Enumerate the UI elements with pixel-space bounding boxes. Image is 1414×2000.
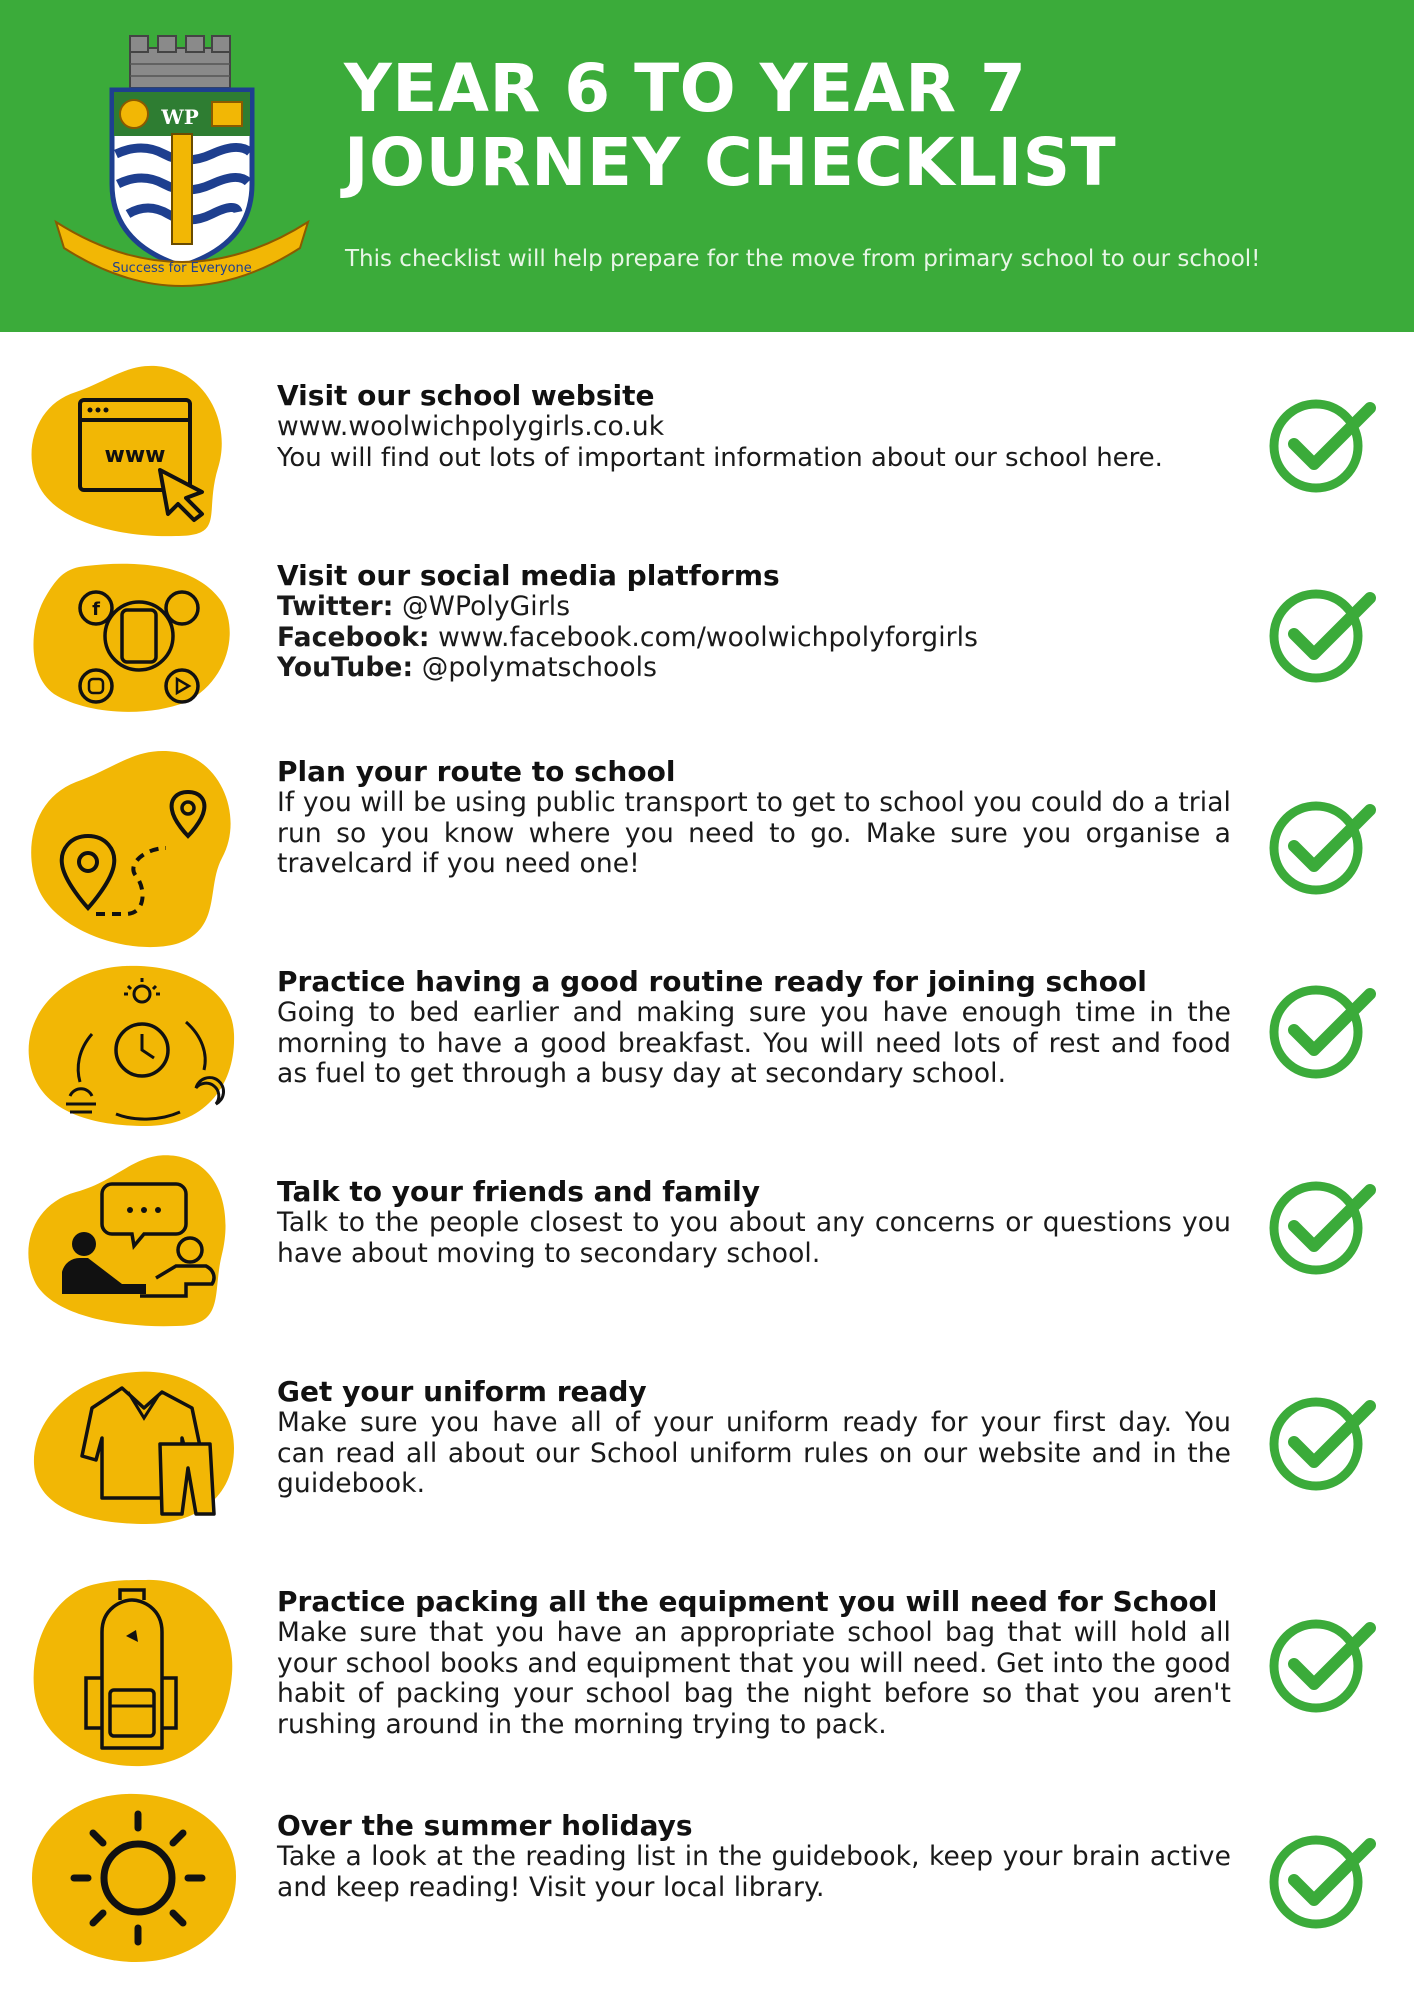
header-banner: [0, 0, 1414, 332]
item-body: Going to bed earlier and making sure you have enough time in the morning to have a good breakfast. You will need lots of rest and food as fuel to get through a busy day at secondary school.: [277, 997, 1231, 1089]
www-glyph: www: [104, 443, 166, 468]
item-body: If you will be using public transport to get to school you could do a trial run so you know where you need to go. Make sure you organise a travelcard if you need one!: [277, 787, 1231, 879]
item-line: www.woolwichpolygirls.co.uk: [277, 411, 665, 442]
item-body: Make sure that you have an appropriate school bag that will hold all your school books and equipment that you will need. Get into the good habit of packing your school bag the night before so that you aren't rushing around in the morning trying to pack.: [277, 1617, 1231, 1740]
item-title: Over the summer holidays: [277, 1809, 693, 1842]
sun-icon: [26, 1792, 236, 1964]
uniform-icon: [26, 1368, 236, 1526]
social-label: Facebook:: [277, 621, 430, 653]
item-title: Visit our social media platforms: [277, 559, 780, 592]
item-title: Practice having a good routine ready for joining school: [277, 965, 1147, 998]
checkmark-icon: [1268, 794, 1380, 898]
social-youtube: [277, 653, 1231, 684]
item-body: Take a look at the reading list in the guidebook, keep your brain active and keep reading! Visit your local library.: [277, 1841, 1231, 1903]
item-title: Practice packing all the equipment you will need for School: [277, 1585, 1218, 1618]
website-icon: [26, 364, 236, 538]
checkmark-icon: [1268, 1612, 1380, 1716]
checkmark-icon: [1268, 1828, 1380, 1932]
route-map-pin-icon: [26, 748, 236, 948]
page-subtitle: This checklist will help prepare for the move from primary school to our school!: [345, 246, 1261, 272]
checkmark-icon: [1268, 1390, 1380, 1494]
routine-clock-icon: [26, 964, 236, 1128]
school-crest-logo: [52, 34, 312, 296]
page-title-line-1: YEAR 6 TO YEAR 7: [344, 50, 1027, 127]
checkmark-icon: [1268, 582, 1380, 686]
backpack-icon: [26, 1578, 236, 1768]
social-facebook: [277, 623, 1231, 654]
social-handle: @polymatschools: [421, 652, 658, 683]
social-media-icon: [26, 562, 236, 714]
social-label: YouTube:: [277, 652, 414, 683]
item-line: You will find out lots of important information about our school here.: [277, 442, 1163, 473]
logo-monogram: WP: [161, 105, 199, 129]
svg-text:f: f: [92, 599, 100, 620]
checkmark-icon: [1268, 978, 1380, 1082]
social-handle: @WPolyGirls: [402, 591, 571, 622]
item-title: Get your uniform ready: [277, 1375, 647, 1408]
item-title: Talk to your friends and family: [277, 1175, 760, 1208]
page-title: [344, 52, 1384, 200]
item-body: Make sure you have all of your uniform ready for your first day. You can read all about our School uniform rules on our website and in the guidebook.: [277, 1407, 1231, 1499]
checkmark-icon: [1268, 392, 1380, 496]
social-label: Twitter:: [277, 591, 394, 622]
item-title: Visit our school website: [277, 379, 655, 412]
checkmark-icon: [1268, 1174, 1380, 1278]
social-twitter: [277, 592, 1231, 623]
logo-motto: Success for Everyone: [112, 261, 252, 276]
page-title-line-2: JOURNEY CHECKLIST: [344, 124, 1117, 201]
social-link: www.facebook.com/woolwichpolyforgirls: [438, 621, 979, 653]
conversation-icon: [26, 1154, 236, 1328]
item-title: Plan your route to school: [277, 755, 676, 788]
item-body: Talk to the people closest to you about any concerns or questions you have about moving to secondary school.: [277, 1207, 1231, 1269]
